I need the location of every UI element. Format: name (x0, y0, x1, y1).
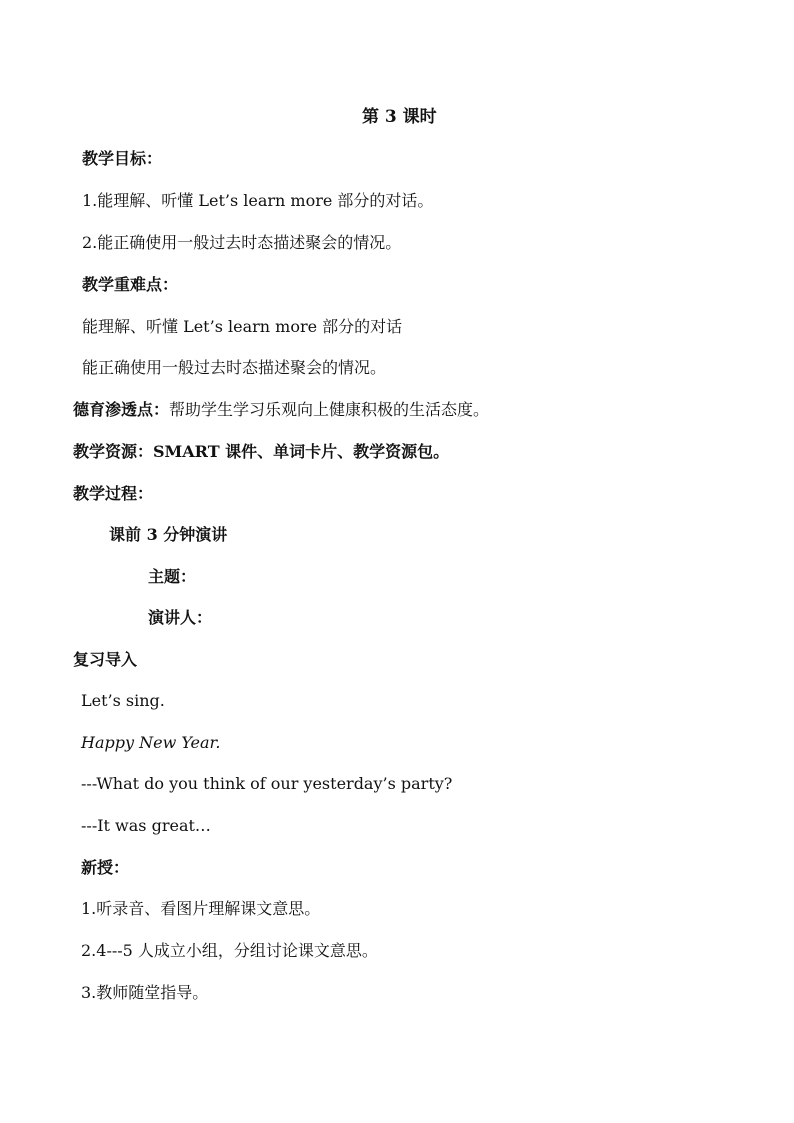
key-point-1: 能理解、听懂 Let’s learn more 部分的对话 (82, 317, 403, 336)
step-3: 3.教师随堂指导。 (81, 983, 209, 1002)
step-2: 2.4---5 人成立小组，分组讨论课文意思。 (81, 941, 378, 960)
dialogue-question: ---What do you think of our yesterday’s party? (81, 774, 453, 793)
objective-2: 2.能正确使用一般过去时态描述聚会的情况。 (82, 233, 402, 252)
step-1: 1.听录音、看图片理解课文意思。 (81, 899, 321, 918)
objectives-heading: 教学目标： (82, 149, 163, 168)
pre-class-speech: 课前 3 分钟演讲 (109, 525, 228, 544)
review-heading: 复习导入 (73, 650, 138, 669)
theme-label: 主题： (148, 567, 197, 586)
new-lesson-heading: 新授： (81, 858, 130, 877)
moral-text: 帮助学生学习乐观向上健康积极的生活态度。 (169, 400, 490, 419)
dialogue-answer: ---It was great… (81, 816, 211, 835)
key-point-2: 能正确使用一般过去时态描述聚会的情况。 (82, 358, 387, 377)
moral-education-line (73, 399, 489, 421)
lets-sing: Let’s sing. (81, 691, 165, 710)
resources-line: 教学资源：SMART 课件、单词卡片、教学资源包。 (73, 442, 450, 461)
page-title: 第 3 课时 (362, 107, 437, 127)
speaker-label: 演讲人： (148, 608, 213, 627)
key-points-heading: 教学重难点： (82, 275, 179, 294)
moral-label: 德育渗透点： (73, 400, 170, 419)
process-heading: 教学过程： (73, 484, 154, 503)
objective-1: 1.能理解、听懂 Let’s learn more 部分的对话。 (82, 191, 434, 210)
song-title: Happy New Year. (81, 733, 221, 752)
